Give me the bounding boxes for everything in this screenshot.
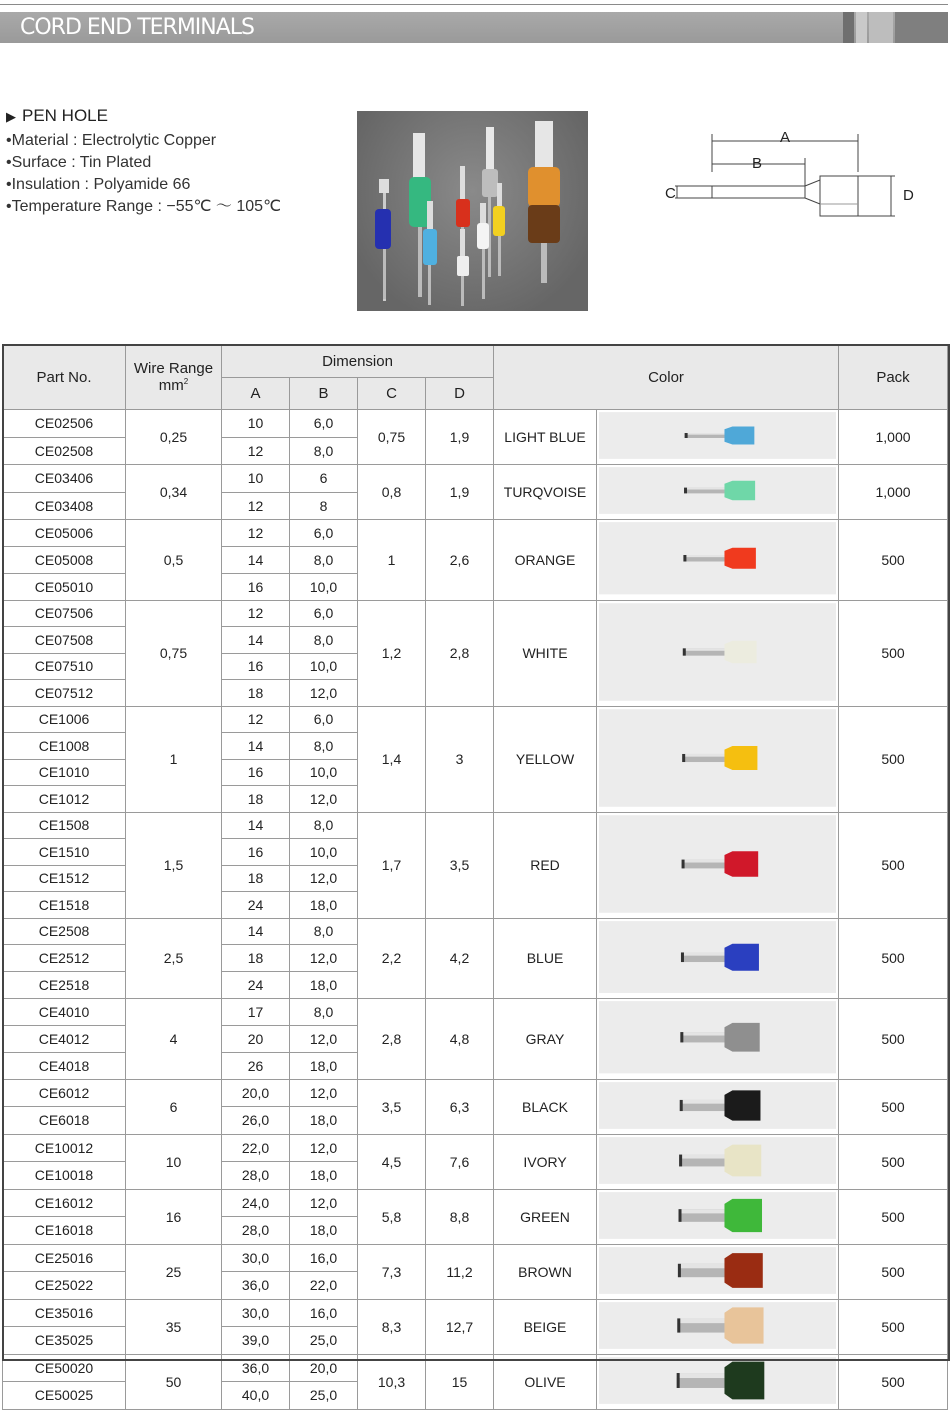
part-no-cell: CE2508 (3, 918, 126, 945)
wire-range-cell: 2,5 (126, 918, 222, 999)
color-name-cell: BROWN (494, 1244, 597, 1299)
table-body (3, 410, 948, 1410)
part-no-cell: CE10012 (3, 1134, 126, 1162)
part-no-cell: CE03406 (3, 465, 126, 493)
dim-a-cell: 39,0 (222, 1327, 290, 1355)
banner-block (895, 12, 948, 43)
color-sample-cell (597, 1189, 839, 1244)
table-row (3, 812, 948, 839)
ferrule-sample-image (599, 1137, 836, 1184)
dim-a-cell: 18 (222, 680, 290, 707)
dim-b-cell: 8,0 (290, 918, 358, 945)
spec-item: •Surface : Tin Plated (6, 154, 152, 171)
part-no-cell: CE16018 (3, 1217, 126, 1245)
ferrules-photo-illustration (357, 111, 588, 311)
ferrule-sample-image (599, 1082, 836, 1129)
part-no-cell: CE16012 (3, 1189, 126, 1217)
pack-cell: 1,000 (839, 465, 948, 520)
spec-label: Material (11, 132, 69, 149)
dim-d-cell: 8,8 (426, 1189, 494, 1244)
dim-c-cell: 10,3 (358, 1354, 426, 1409)
wire-range-cell: 0,5 (126, 520, 222, 601)
dim-a-cell: 22,0 (222, 1134, 290, 1162)
ferrule-sample-image (599, 1357, 836, 1404)
dim-b-cell: 18,0 (290, 892, 358, 919)
part-no-cell: CE50020 (3, 1354, 126, 1382)
pack-cell: 500 (839, 706, 948, 812)
dim-a-cell: 28,0 (222, 1217, 290, 1245)
pack-cell: 500 (839, 1244, 948, 1299)
dim-a-cell: 24 (222, 892, 290, 919)
spec-item: •Temperature Range : −55℃ ～ 105℃ (6, 198, 282, 215)
part-no-cell: CE10018 (3, 1162, 126, 1190)
heading-text: PEN HOLE (22, 106, 108, 125)
table-row (3, 1354, 948, 1382)
banner-block (843, 12, 854, 43)
wire-range-cell: 35 (126, 1299, 222, 1354)
wire-range-cell: 25 (126, 1244, 222, 1299)
color-name-cell: BEIGE (494, 1299, 597, 1354)
color-name-cell: OLIVE (494, 1354, 597, 1409)
part-no-cell: CE05010 (3, 573, 126, 600)
dim-c-cell: 3,5 (358, 1079, 426, 1134)
wire-range-cell: 10 (126, 1134, 222, 1189)
part-no-cell: CE1518 (3, 892, 126, 919)
dim-b-cell: 16,0 (290, 1299, 358, 1327)
dim-b-cell: 10,0 (290, 653, 358, 680)
dim-a-cell: 20 (222, 1025, 290, 1052)
spec-value: Polyamide 66 (93, 176, 191, 193)
dim-d-cell: 1,9 (426, 465, 494, 520)
color-sample-cell (597, 1299, 839, 1354)
dim-a-cell: 10 (222, 465, 290, 493)
header-wire-unit-sup: 2 (183, 377, 189, 386)
dim-d-cell: 2,8 (426, 600, 494, 706)
dim-a-cell: 14 (222, 627, 290, 654)
part-no-cell: CE07508 (3, 627, 126, 654)
wire-range-cell: 0,34 (126, 465, 222, 520)
ferrule-sample-image (599, 412, 836, 459)
part-no-cell: CE4012 (3, 1025, 126, 1052)
part-no-cell: CE2518 (3, 972, 126, 999)
color-name-cell: RED (494, 812, 597, 918)
dim-b-cell: 6,0 (290, 410, 358, 438)
dim-b-cell: 10,0 (290, 573, 358, 600)
header-wire-unit: mm (158, 377, 184, 394)
part-no-cell: CE1508 (3, 812, 126, 839)
pack-cell: 500 (839, 918, 948, 999)
color-name-cell: TURQVOISE (494, 465, 597, 520)
header-dim-b: B (290, 378, 358, 410)
dim-b-cell: 12,0 (290, 680, 358, 707)
dim-d-cell: 11,2 (426, 1244, 494, 1299)
wire-range-cell: 4 (126, 999, 222, 1080)
spec-list (6, 130, 281, 218)
dim-a-cell: 16 (222, 573, 290, 600)
dim-a-cell: 14 (222, 733, 290, 760)
color-name-cell: YELLOW (494, 706, 597, 812)
dim-d-cell: 7,6 (426, 1134, 494, 1189)
dim-a-cell: 18 (222, 786, 290, 813)
dim-c-cell: 1,2 (358, 600, 426, 706)
table-row (3, 706, 948, 733)
color-sample-cell (597, 1134, 839, 1189)
dim-a-cell: 36,0 (222, 1354, 290, 1382)
part-no-cell: CE35016 (3, 1299, 126, 1327)
dim-b-cell: 8,0 (290, 812, 358, 839)
dim-b-cell: 18,0 (290, 1162, 358, 1190)
dim-a-cell: 30,0 (222, 1299, 290, 1327)
section-heading (6, 106, 281, 126)
dim-d-cell: 3 (426, 706, 494, 812)
part-no-cell: CE1008 (3, 733, 126, 760)
part-no-cell: CE07506 (3, 600, 126, 627)
wire-range-cell: 1,5 (126, 812, 222, 918)
dim-b-cell: 6 (290, 465, 358, 493)
banner-block (856, 12, 867, 43)
part-no-cell: CE25016 (3, 1244, 126, 1272)
header-color: Color (494, 345, 839, 410)
part-no-cell: CE07510 (3, 653, 126, 680)
pack-cell: 500 (839, 520, 948, 601)
part-no-cell: CE2512 (3, 945, 126, 972)
header-part-no: Part No. (3, 345, 126, 410)
part-no-cell: CE05006 (3, 520, 126, 547)
color-sample-cell (597, 520, 839, 601)
dim-c-cell: 1 (358, 520, 426, 601)
color-name-cell: GRAY (494, 999, 597, 1080)
dim-b-cell: 8,0 (290, 733, 358, 760)
dim-a-cell: 12 (222, 600, 290, 627)
ferrule-sample-image (599, 709, 836, 807)
dim-a-cell: 12 (222, 492, 290, 520)
part-no-cell: CE1006 (3, 706, 126, 733)
dim-c-cell: 7,3 (358, 1244, 426, 1299)
dim-a-cell: 24 (222, 972, 290, 999)
dim-a-cell: 17 (222, 999, 290, 1026)
dim-b-cell: 12,0 (290, 1079, 358, 1107)
part-no-cell: CE02508 (3, 437, 126, 465)
color-sample-cell (597, 706, 839, 812)
ferrule-sample-image (599, 603, 836, 701)
part-no-cell: CE1010 (3, 759, 126, 786)
header-dimension: Dimension (222, 345, 494, 378)
dim-b-cell: 8,0 (290, 546, 358, 573)
dim-a-cell: 12 (222, 706, 290, 733)
table-row (3, 1299, 948, 1327)
banner-block (869, 12, 893, 43)
part-no-cell: CE07512 (3, 680, 126, 707)
dim-b-cell: 12,0 (290, 1025, 358, 1052)
dim-b-cell: 18,0 (290, 1107, 358, 1135)
wire-range-cell: 6 (126, 1079, 222, 1134)
dim-b-cell: 12,0 (290, 1134, 358, 1162)
dim-a-cell: 16 (222, 759, 290, 786)
header-pack: Pack (839, 345, 948, 410)
header-dim-a: A (222, 378, 290, 410)
table-row (3, 410, 948, 438)
dim-a-cell: 26,0 (222, 1107, 290, 1135)
dim-c-cell: 0,8 (358, 465, 426, 520)
wire-range-cell: 50 (126, 1354, 222, 1409)
dim-b-cell: 20,0 (290, 1354, 358, 1382)
color-sample-cell (597, 918, 839, 999)
dim-c-cell: 1,4 (358, 706, 426, 812)
dim-d-cell: 4,2 (426, 918, 494, 999)
dim-b-cell: 12,0 (290, 786, 358, 813)
pack-cell: 500 (839, 1299, 948, 1354)
pack-cell: 500 (839, 999, 948, 1080)
pack-cell: 500 (839, 1354, 948, 1409)
pack-cell: 500 (839, 1189, 948, 1244)
product-photo (357, 111, 588, 311)
wire-range-cell: 0,75 (126, 600, 222, 706)
spec-value: Tin Plated (79, 154, 152, 171)
table-row (3, 918, 948, 945)
part-no-cell: CE02506 (3, 410, 126, 438)
dim-b-cell: 16,0 (290, 1244, 358, 1272)
dim-b-cell: 25,0 (290, 1327, 358, 1355)
dim-a-cell: 14 (222, 546, 290, 573)
dim-b-cell: 6,0 (290, 600, 358, 627)
table-row (3, 999, 948, 1026)
dim-a-cell: 10 (222, 410, 290, 438)
color-name-cell: LIGHT BLUE (494, 410, 597, 465)
spec-item: •Material : Electrolytic Copper (6, 132, 217, 149)
dim-a-cell: 24,0 (222, 1189, 290, 1217)
spec-label: Surface (11, 154, 67, 171)
color-sample-cell (597, 465, 839, 520)
pack-cell: 500 (839, 1134, 948, 1189)
dim-d-cell: 2,6 (426, 520, 494, 601)
page-title: CORD END TERMINALS (20, 15, 255, 40)
dim-b-cell: 8,0 (290, 627, 358, 654)
table-row (3, 600, 948, 627)
part-no-cell: CE1012 (3, 786, 126, 813)
color-name-cell: ORANGE (494, 520, 597, 601)
dim-b-cell: 10,0 (290, 839, 358, 866)
dim-label-a: A (779, 129, 791, 146)
dim-label-d: D (903, 187, 914, 204)
dim-c-cell: 2,2 (358, 918, 426, 999)
header-wire-range (126, 345, 222, 410)
dim-c-cell: 0,75 (358, 410, 426, 465)
color-sample-cell (597, 999, 839, 1080)
color-name-cell: BLACK (494, 1079, 597, 1134)
title-banner (0, 12, 948, 43)
dim-a-cell: 30,0 (222, 1244, 290, 1272)
color-name-cell: BLUE (494, 918, 597, 999)
ferrule-sample-image (599, 1001, 836, 1074)
table-row (3, 520, 948, 547)
ferrule-sample-image (599, 467, 836, 514)
header-wire-label: Wire Range (133, 360, 214, 377)
ferrule-illustration (457, 229, 469, 306)
part-no-cell: CE6018 (3, 1107, 126, 1135)
dim-label-c: C (665, 185, 676, 202)
wire-range-cell: 1 (126, 706, 222, 812)
top-rule (0, 4, 948, 5)
wire-range-cell: 0,25 (126, 410, 222, 465)
dim-b-cell: 6,0 (290, 706, 358, 733)
ferrule-sample-image (599, 522, 836, 595)
color-sample-cell (597, 600, 839, 706)
part-no-cell: CE03408 (3, 492, 126, 520)
dim-d-cell: 6,3 (426, 1079, 494, 1134)
table-row (3, 1189, 948, 1217)
dimension-diagram (655, 124, 925, 224)
dim-b-cell: 22,0 (290, 1272, 358, 1300)
dim-a-cell: 12 (222, 520, 290, 547)
part-no-cell: CE25022 (3, 1272, 126, 1300)
dim-c-cell: 4,5 (358, 1134, 426, 1189)
dim-d-cell: 12,7 (426, 1299, 494, 1354)
ferrule-illustration (477, 203, 489, 299)
ferrule-sample-image (599, 1247, 836, 1294)
dim-b-cell: 12,0 (290, 865, 358, 892)
spec-value: Electrolytic Copper (81, 132, 217, 149)
table-row (3, 1244, 948, 1272)
pack-cell: 500 (839, 812, 948, 918)
dim-label-b: B (751, 155, 763, 172)
header-dim-d: D (426, 378, 494, 410)
part-no-cell: CE1512 (3, 865, 126, 892)
part-no-cell: CE05008 (3, 546, 126, 573)
part-no-cell: CE1510 (3, 839, 126, 866)
table-row (3, 1079, 948, 1107)
part-no-cell: CE6012 (3, 1079, 126, 1107)
spec-label: Temperature Range (11, 198, 154, 215)
ferrule-sample-image (599, 921, 836, 994)
pack-cell: 500 (839, 1079, 948, 1134)
ferrule-illustration (375, 179, 391, 301)
pack-cell: 500 (839, 600, 948, 706)
dim-b-cell: 25,0 (290, 1382, 358, 1410)
dim-a-cell: 26 (222, 1052, 290, 1079)
part-no-cell: CE4018 (3, 1052, 126, 1079)
dim-b-cell: 8 (290, 492, 358, 520)
dim-d-cell: 1,9 (426, 410, 494, 465)
dim-a-cell: 14 (222, 812, 290, 839)
color-sample-cell (597, 812, 839, 918)
dim-b-cell: 18,0 (290, 1217, 358, 1245)
ferrule-sample-image (599, 815, 836, 913)
dim-c-cell: 8,3 (358, 1299, 426, 1354)
color-sample-cell (597, 1354, 839, 1409)
dim-a-cell: 28,0 (222, 1162, 290, 1190)
dim-d-cell: 15 (426, 1354, 494, 1409)
dim-c-cell: 1,7 (358, 812, 426, 918)
ferrule-drawing (655, 124, 925, 224)
spec-label: Insulation (11, 176, 81, 193)
product-info (6, 106, 281, 218)
dim-b-cell: 10,0 (290, 759, 358, 786)
part-no-cell: CE50025 (3, 1382, 126, 1410)
dim-b-cell: 12,0 (290, 945, 358, 972)
dim-a-cell: 18 (222, 945, 290, 972)
table-row (3, 465, 948, 493)
color-sample-cell (597, 410, 839, 465)
color-name-cell: GREEN (494, 1189, 597, 1244)
triangle-icon: ▶ (6, 109, 16, 124)
dim-c-cell: 2,8 (358, 999, 426, 1080)
ferrule-sample-image (599, 1302, 836, 1349)
dim-a-cell: 16 (222, 839, 290, 866)
ferrule-illustration (528, 121, 560, 283)
dim-b-cell: 8,0 (290, 999, 358, 1026)
dim-b-cell: 18,0 (290, 1052, 358, 1079)
dim-a-cell: 20,0 (222, 1079, 290, 1107)
ferrule-sample-image (599, 1192, 836, 1239)
dim-a-cell: 12 (222, 437, 290, 465)
pack-cell: 1,000 (839, 410, 948, 465)
header-dim-c: C (358, 378, 426, 410)
dim-b-cell: 18,0 (290, 972, 358, 999)
dim-b-cell: 12,0 (290, 1189, 358, 1217)
dim-a-cell: 14 (222, 918, 290, 945)
color-sample-cell (597, 1079, 839, 1134)
color-name-cell: WHITE (494, 600, 597, 706)
dim-a-cell: 16 (222, 653, 290, 680)
dim-c-cell: 5,8 (358, 1189, 426, 1244)
dim-b-cell: 6,0 (290, 520, 358, 547)
spec-value: −55℃ ～ 105℃ (166, 198, 282, 215)
dim-b-cell: 8,0 (290, 437, 358, 465)
table-row (3, 1134, 948, 1162)
dim-d-cell: 3,5 (426, 812, 494, 918)
color-sample-cell (597, 1244, 839, 1299)
part-no-cell: CE4010 (3, 999, 126, 1026)
wire-range-cell: 16 (126, 1189, 222, 1244)
part-no-cell: CE35025 (3, 1327, 126, 1355)
spec-table (2, 344, 948, 1410)
spec-item: •Insulation : Polyamide 66 (6, 176, 191, 193)
color-name-cell: IVORY (494, 1134, 597, 1189)
dim-a-cell: 40,0 (222, 1382, 290, 1410)
dim-a-cell: 18 (222, 865, 290, 892)
dim-a-cell: 36,0 (222, 1272, 290, 1300)
dim-d-cell: 4,8 (426, 999, 494, 1080)
